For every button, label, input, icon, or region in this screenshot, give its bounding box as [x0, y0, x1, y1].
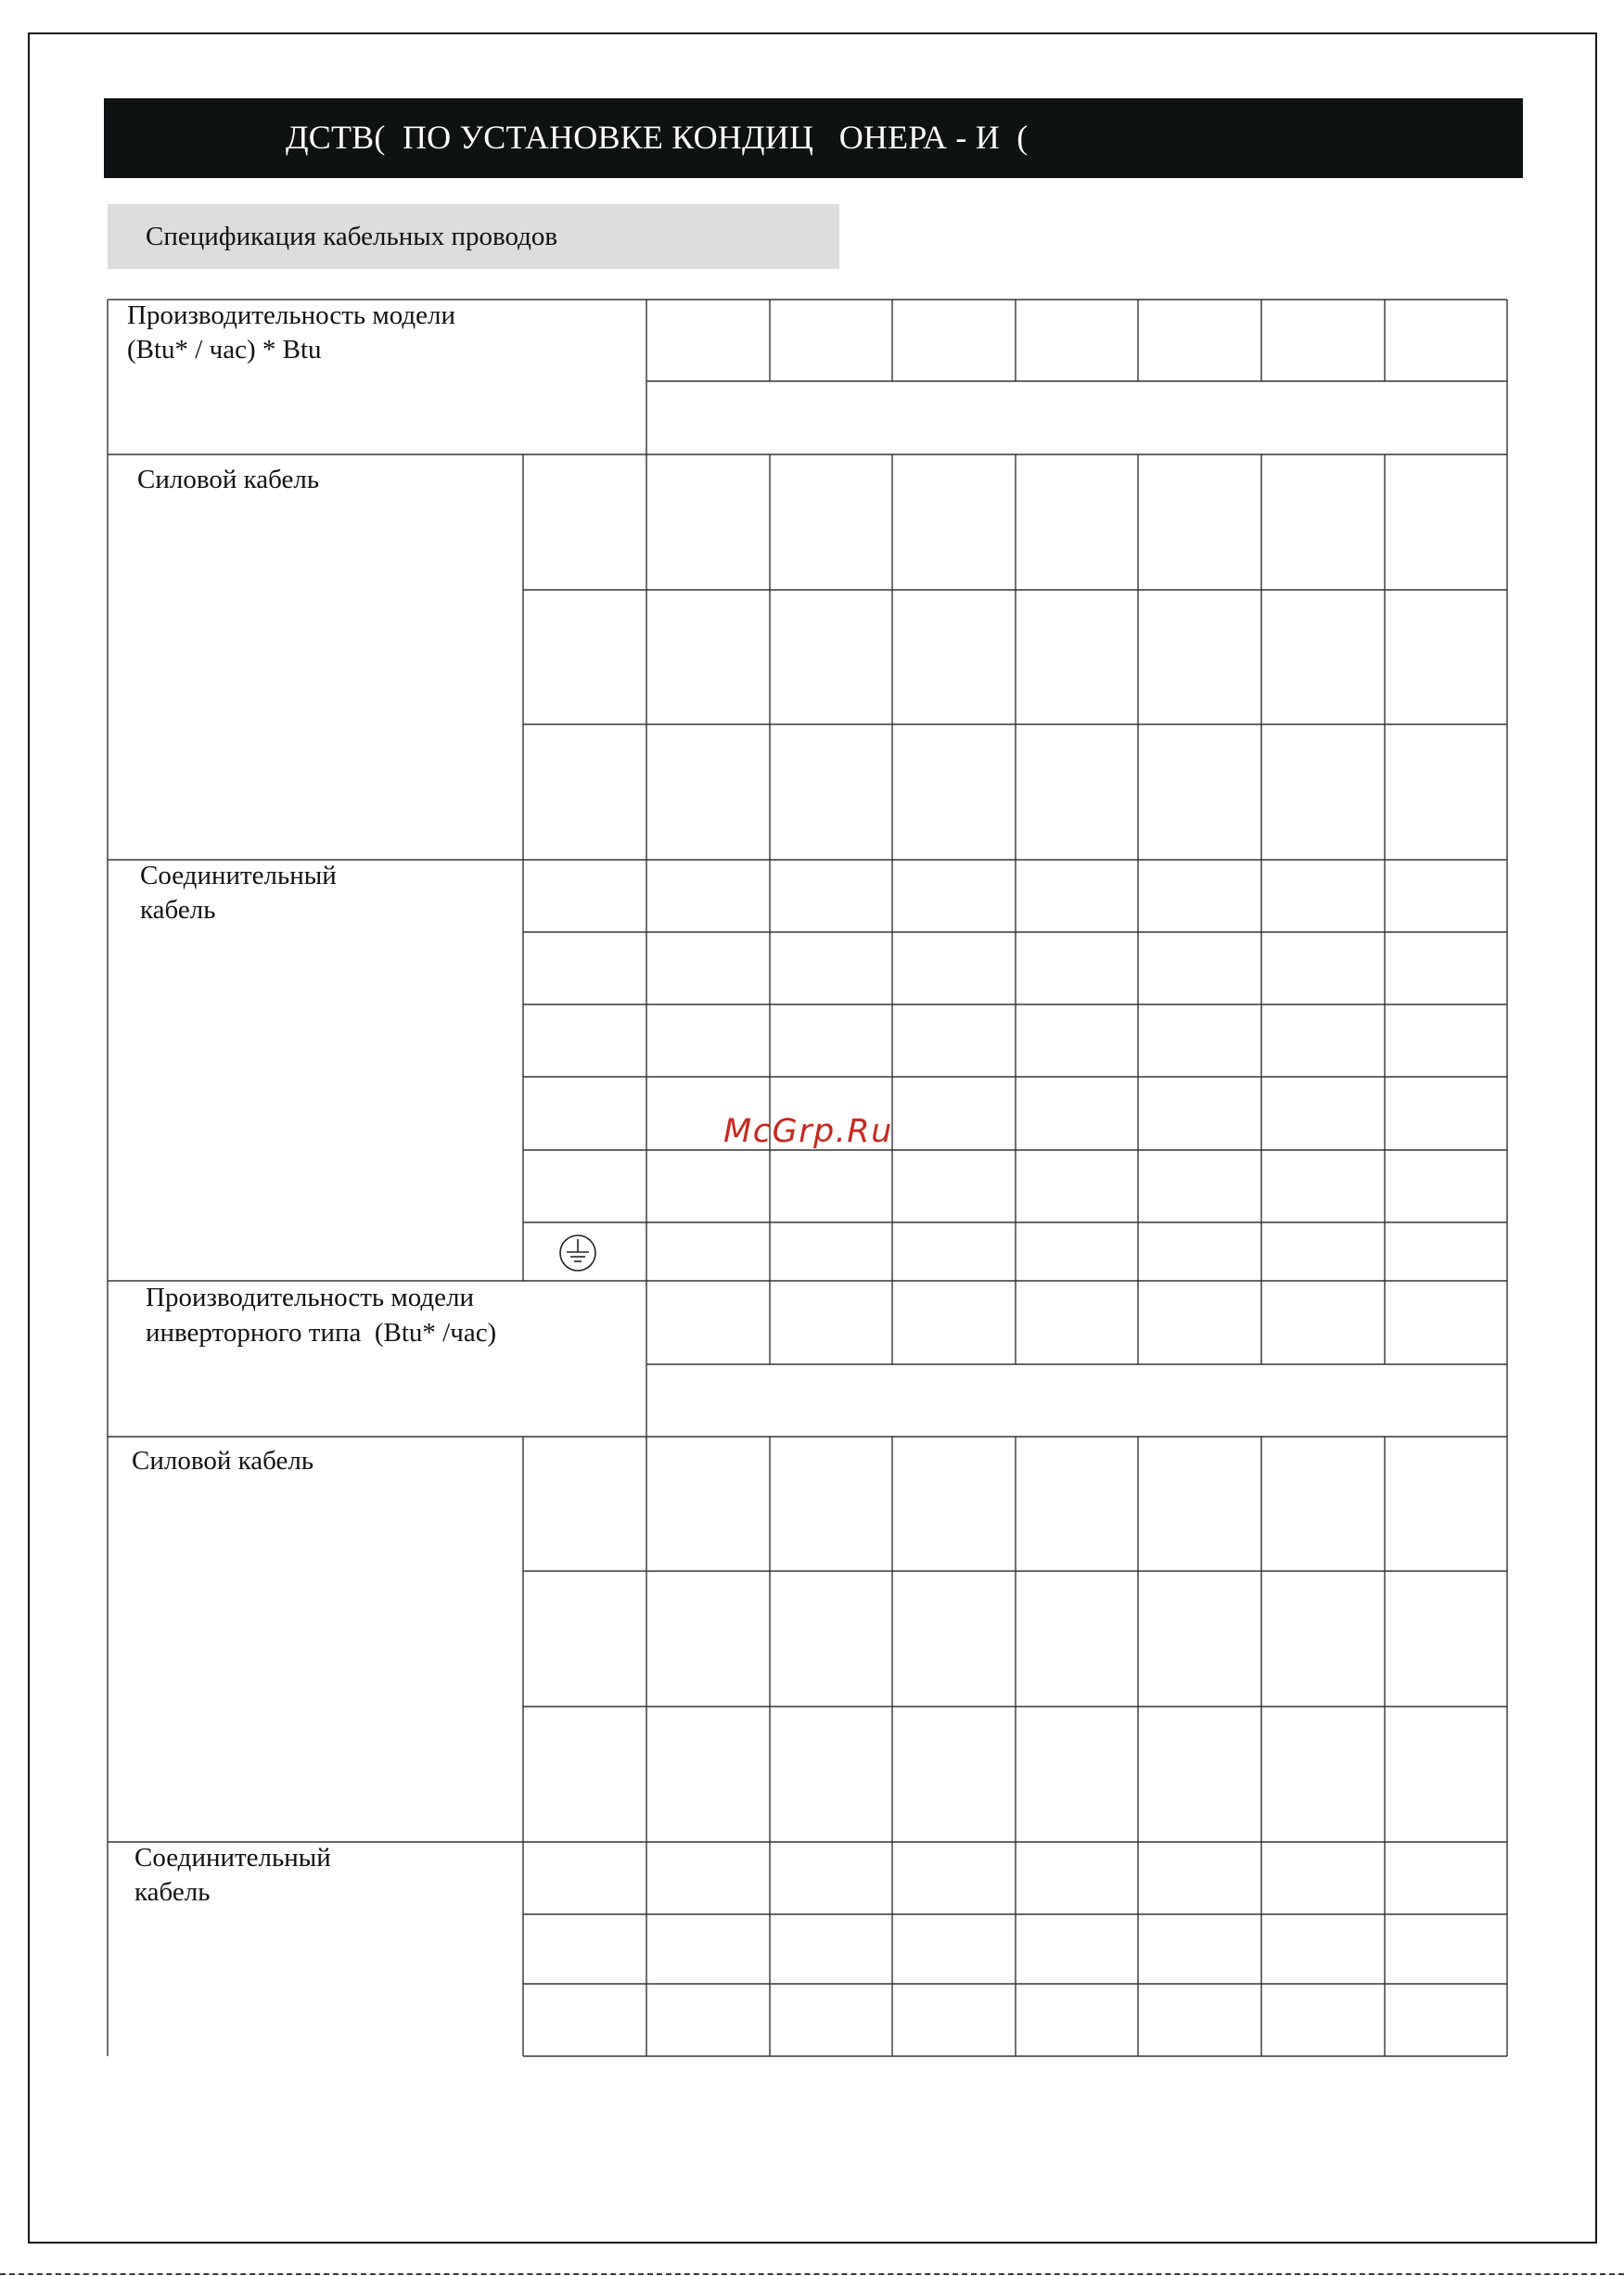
- inverter-connecting-cable-label-line2: кабель: [134, 1877, 211, 1907]
- ground-icon: [557, 1233, 598, 1273]
- model-capacity-label-line1: Производительность модели: [127, 300, 455, 330]
- section-title: Спецификация кабельных проводов: [146, 222, 558, 251]
- inverter-connecting-cable-label-line1: Соединительный: [134, 1843, 331, 1873]
- watermark: McGrp.Ru: [723, 1113, 893, 1150]
- power-cable-label: Силовой кабель: [137, 465, 320, 494]
- connecting-cable-label-line2: кабель: [140, 895, 216, 925]
- inverter-capacity-label-line2: инверторного типа (Btu* /час): [146, 1318, 497, 1348]
- header-title: ДСТВ( ПО УСТАНОВКЕ КОНДИЦ ОНЕРА - И (: [286, 119, 1029, 156]
- inverter-power-cable-label: Силовой кабель: [132, 1446, 314, 1476]
- model-capacity-label-line2: (Btu* / час) * Btu: [127, 335, 322, 364]
- inverter-capacity-label-line1: Производительность модели: [146, 1283, 474, 1312]
- connecting-cable-label-line1: Соединительный: [140, 861, 337, 890]
